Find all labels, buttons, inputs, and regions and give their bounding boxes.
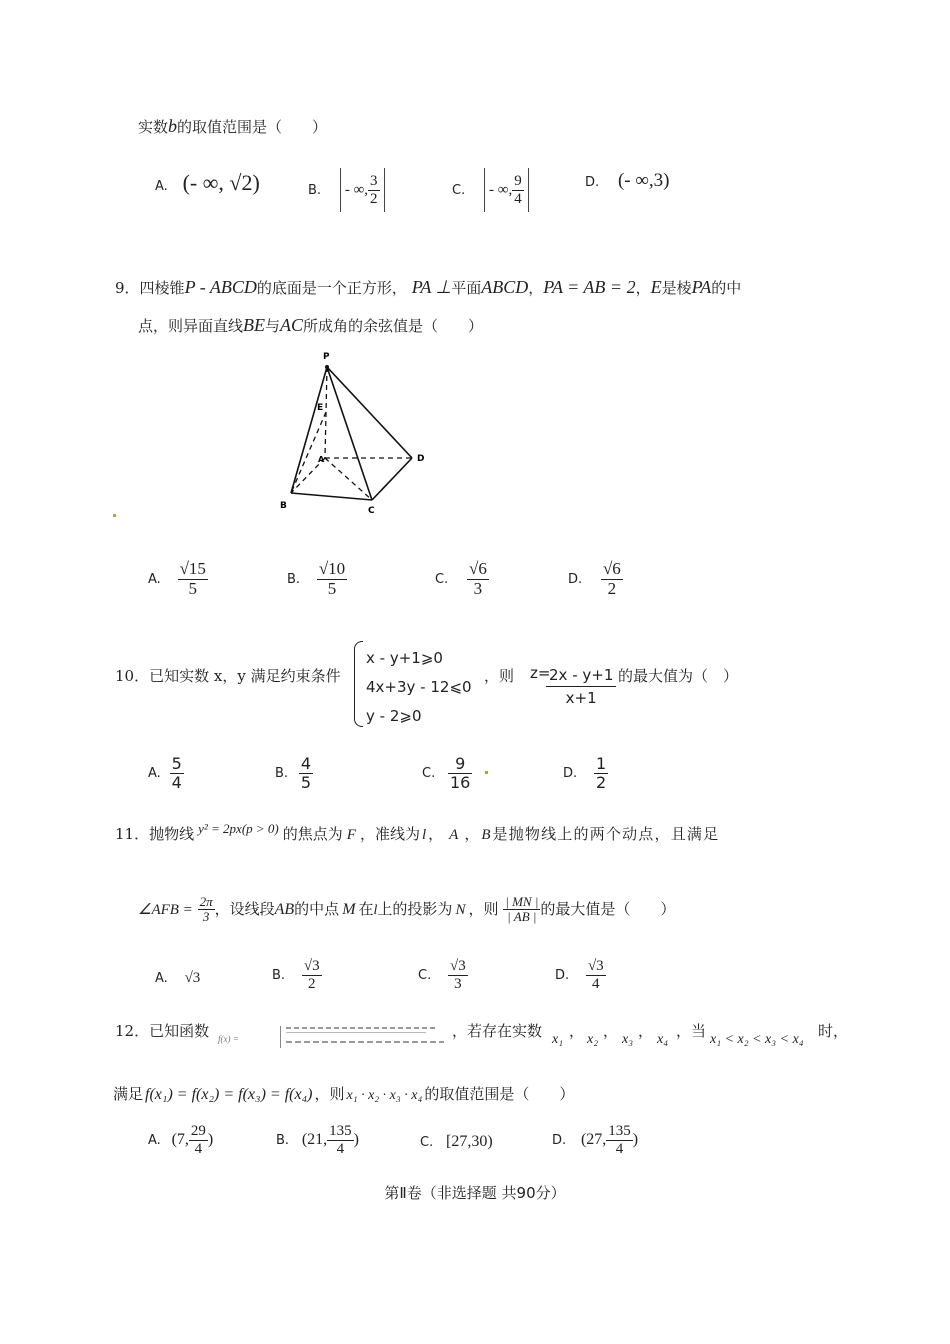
q11-stem-line1: 11．抛物线 y² = 2px(p > 0) 的焦点为 F ，准线为 l ， A ， B 是抛物线上的两个动点，且满足 — [115, 821, 720, 843]
q9-stem-line2: 点，则异面直线BE与AC所成角的余弦值是（ ） — [138, 315, 484, 335]
q9-option-a: A. $\frac{√15}{5}$ — [148, 559, 206, 598]
q12-when: ，当 — [676, 1022, 707, 1040]
q11-stem-line2: ∠AFB = $\frac{2\pi}{3}$ ，设线段AB的中点 M 在l上的投影为 N ，则 $\frac{| MN |}{| AB |}$ 的最大值是（ ） — [138, 894, 676, 925]
var-x4: x₄ — [657, 1032, 669, 1047]
q8-option-d: D. (- ∞,3) — [585, 170, 670, 191]
label-c: C — [368, 506, 375, 516]
comma-1: ， — [569, 1022, 585, 1040]
q11-option-c: C. $\frac{√3}{3}$ — [418, 958, 466, 992]
q10-option-a: A. $\frac{5}{4}$ — [148, 754, 182, 792]
comma-2: ， — [603, 1022, 619, 1040]
q8-option-b: B. - ∞, $\frac{3}{2}$ — [308, 168, 385, 212]
q9-stem-line1: 9．四棱锥P - ABCD的底面是一个正方形， PA ⊥平面ABCD，PA = AB = 2，E是棱PA的中 — [115, 277, 742, 297]
q12-option-c: C. [27,30) — [420, 1133, 493, 1150]
label-b: B — [280, 501, 287, 511]
q12-option-b: B. (21, $\frac{135}{4}$ ) — [276, 1123, 359, 1157]
q10-fraction: 2x - y+1 x+1 — [546, 664, 616, 709]
q10-option-b: B. $\frac{4}{5}$ — [275, 754, 312, 792]
q10-tail: 的最大值为（ ） — [618, 667, 739, 685]
q10-option-d: D. $\frac{1}{2}$ — [563, 754, 607, 792]
q10-option-c: C. $\frac{9}{16}$ — [422, 754, 471, 792]
q11-option-b: B. $\frac{√3}{2}$ — [272, 958, 320, 992]
q12-stem-line1-start: 12．已知函数 — [115, 1022, 210, 1040]
label-d: D — [417, 454, 425, 464]
q8-option-a: A. (- ∞, √2) — [155, 170, 260, 195]
q12-option-a: A. (7, $\frac{29}{4}$ ) — [148, 1123, 214, 1157]
section-heading: 第Ⅱ卷（非选择题 共90分） — [384, 1184, 566, 1202]
q10-objective: z= — [530, 664, 551, 682]
q12-inequality: x₁ < x₂ < x₃ < x₄ — [710, 1032, 804, 1047]
label-p: P — [323, 352, 330, 362]
q12-when-end: 时， — [818, 1022, 849, 1040]
q9-option-c: C. $\frac{√6}{3}$ — [435, 559, 487, 598]
q9-option-d: D. $\frac{√6}{2}$ — [568, 559, 621, 598]
label-e: E — [317, 403, 324, 413]
stray-dot-2 — [485, 771, 488, 774]
var-x2: x₂ — [587, 1032, 599, 1047]
q11-option-a: A. √3 — [155, 970, 201, 986]
q10-stem: 10．已知实数 x，y 满足约束条件 — [115, 667, 341, 685]
pyramid-figure — [275, 350, 435, 520]
q12-stem-line2: 满足 f(x₁) = f(x₂) = f(x₃) = f(x₄) ，则 x₁ · x₂ · x₃ · x₄ 的取值范围是（ ） — [113, 1085, 575, 1103]
q8-stem: 实数b的取值范围是（ ） — [138, 116, 328, 136]
var-x1: x₁ — [552, 1032, 564, 1047]
q12-option-d: D. (27, $\frac{135}{4}$ ) — [552, 1123, 639, 1157]
q8-option-c: C. - ∞, $\frac{9}{4}$ — [452, 168, 529, 212]
q10-constraints: x - y+1⩾0 4x+3y - 12⩽0 y - 2⩾0 — [366, 649, 472, 725]
label-a: A — [318, 455, 325, 464]
stray-dot — [113, 514, 116, 517]
q10-brace — [354, 641, 363, 727]
q11-option-d: D. $\frac{√3}{4}$ — [555, 958, 604, 992]
piecewise-function-image: f(x) = — [218, 1024, 448, 1050]
q12-stem-line1-mid: ，若存在实数 — [452, 1022, 543, 1040]
q10-then: ，则 — [484, 667, 515, 685]
var-x3: x₃ — [622, 1032, 634, 1047]
comma-3: ， — [638, 1022, 654, 1040]
q9-option-b: B. $\frac{√10}{5}$ — [287, 559, 346, 598]
